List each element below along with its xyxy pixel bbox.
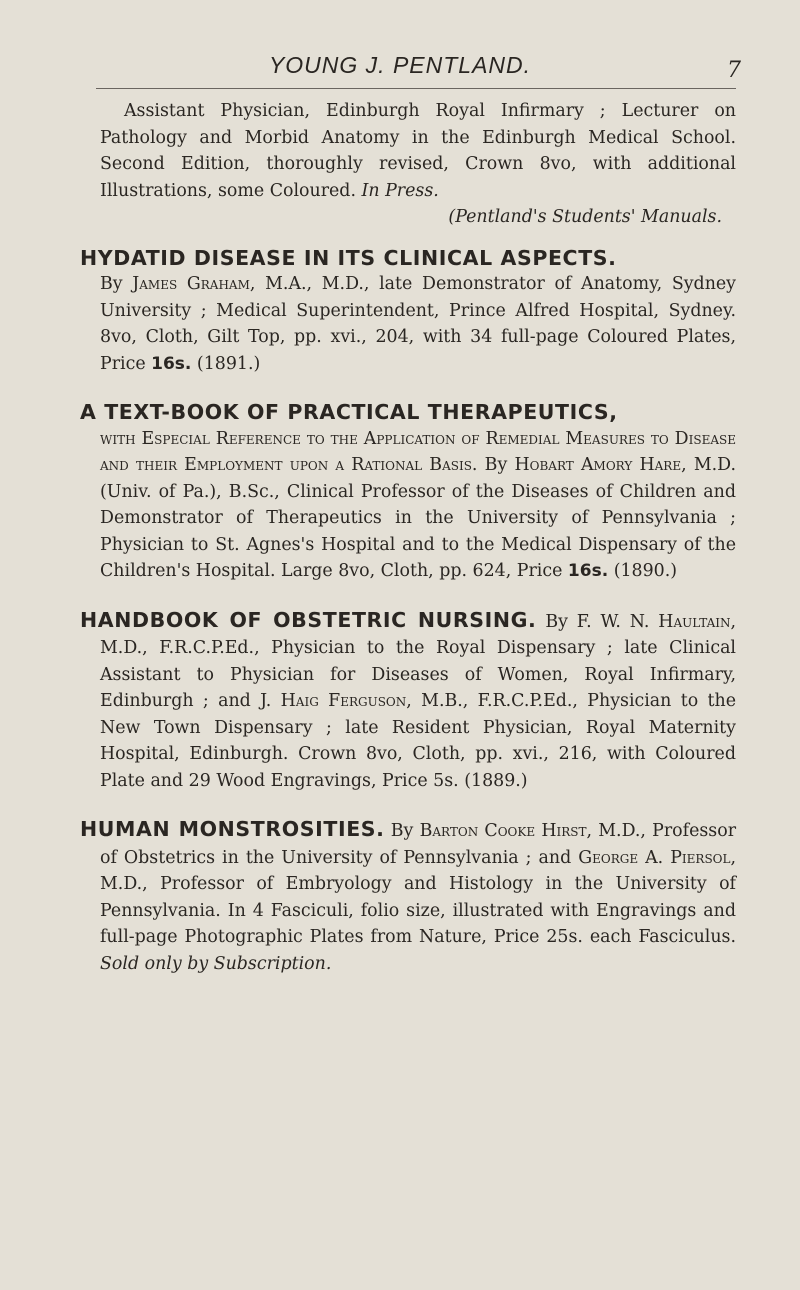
entry-author: Haultain, [658,611,736,632]
entry-price: 16s. [151,353,192,374]
entry-by: By F. W. N. [545,611,650,632]
header-rule [96,88,736,89]
entry-date: (1890.) [613,561,678,581]
entry-title: HYDATID DISEASE IN ITS CLINICAL ASPECTS. [80,245,617,270]
entry-title: A TEXT-BOOK OF PRACTICAL THERAPEUTICS, [80,400,618,424]
series-line [100,204,736,231]
carryover-text: Assistant Physician, Edinburgh Royal Infirmary ; Lecturer on Pathology and Morbid Anatomy in the Edinburgh Medical School. Second Edition, thoroughly revised, Crown 8vo, with additional Illustrations, some Coloured. [100,101,736,201]
entry-body: M.D., F.R.C.P.Ed., Physician to the Royal Dispensary ; late Clinical Assistant to Physician for Diseases of Women, Royal Infirmary, Edinburgh ; and J. [100,638,736,711]
page-number: 7 [727,58,741,83]
entry-date: (1891.) [196,353,261,374]
entry-hydatid [80,245,737,378]
entry-second-author: George A. Piersol, [578,847,737,868]
entry-title: HANDBOOK OF OBSTETRIC NURSING. [80,607,537,632]
entry-price: 16s. [567,561,609,581]
entry-obstetric-nursing [80,607,736,795]
entry-subtitle: with Especial Reference to the Application of Remedial Measures to Disease and their Employment upon a Rational Basis. [100,428,736,475]
carryover-status: In Press. [361,180,439,201]
entry-body: M.A., M.D., late Demonstrator of Anatomy, Sydney University ; Medical Superintendent, Prince Alfred Hospital, Sydney. 8vo, Cloth, Gilt Top, pp. xvi., 204, with 34 full-page Coloured Plates, Price [100,274,737,374]
entry-body: M.D., Professor of Obstetrics in the University of Pennsylvania ; and [100,821,737,868]
entry-author: James Graham, [132,274,256,294]
entry-second-author: Haig Ferguson, [280,691,412,711]
entry-by: By [100,274,123,294]
entry-date: (1889.) [464,770,528,791]
entry-body-cont: M.D., Professor of Embryology and Histology in the University of Pennsylvania. In 4 Fasciculi, folio size, illustrated with Engravings and full-page Photographic Plates from Nature, Price 25s. each Fasciculus. [100,874,736,947]
entry-human-monstrosities [80,816,737,977]
entry-author: Hobart Amory Hare, [514,455,687,475]
entry-body-cont: M.B., F.R.C.P.Ed., Physician to the New Town Dispensary ; late Resident Physician, Royal Maternity Hospital, Edinburgh. Crown 8vo, Cloth, pp. xvi., 216, with Coloured Plate and 29 Wood Engravings, Price 5s. [100,691,736,791]
entry-body: M.D. (Univ. of Pa.), B.Sc., Clinical Professor of the Diseases of Children and Demonstrator of Therapeutics in the University of Pennsylvania ; Physician to St. Agnes's Hospital and to the Medical Dispensary of the Children's Hospital. Large 8vo, Cloth, pp. 624, Price [100,455,737,581]
entry-author: Barton Cooke Hirst, [419,821,593,841]
catalogue-body [80,98,737,977]
entry-title: HUMAN MONSTROSITIES. [80,817,385,841]
running-title: YOUNG J. PENTLAND. [268,52,532,78]
entry-by: By [390,821,414,841]
entry-note: Sold only by Subscription. [100,953,332,974]
series-name: (Pentland's Students' Manuals. [448,207,722,227]
entry-by: By [484,455,508,475]
entry-therapeutics [80,399,737,585]
carryover-entry [100,98,736,204]
